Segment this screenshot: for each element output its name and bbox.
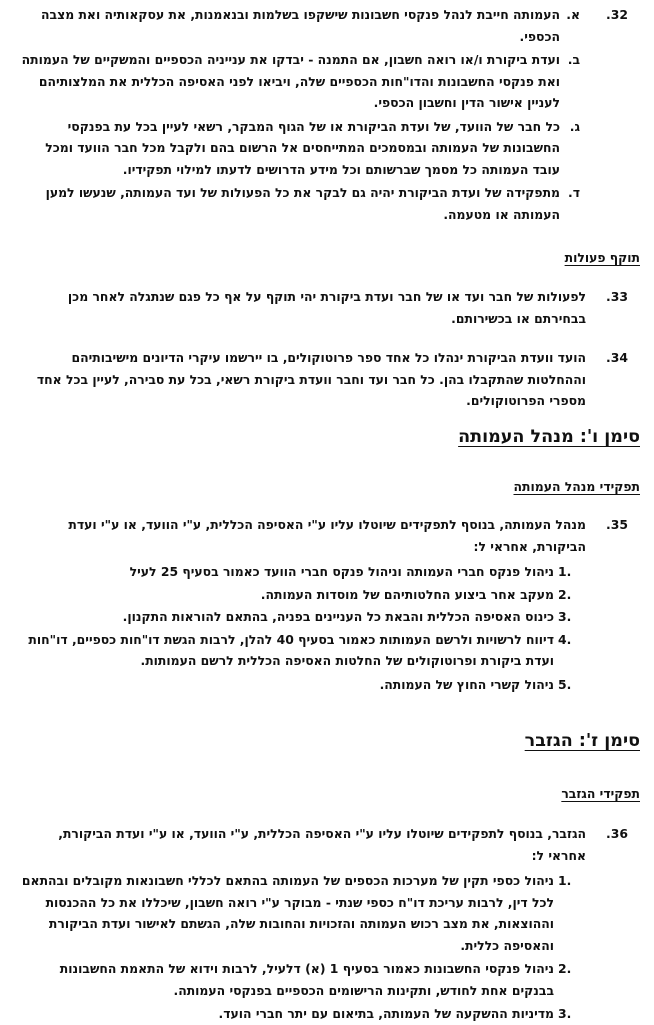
- clause-32-item-a: [18, 4, 640, 47]
- item-letter: א.: [566, 7, 580, 22]
- validity-heading: תוקף פעולות: [564, 250, 640, 265]
- clause-35: [18, 514, 640, 557]
- item-number: 3.: [558, 1006, 572, 1021]
- item-number: 4.: [558, 631, 572, 647]
- section-title: סימן ז': הגזבר: [524, 731, 640, 751]
- section-title: סימן ו': מנהל העמותה: [458, 427, 640, 447]
- clause-number: .34: [606, 350, 628, 365]
- list-item: [18, 1003, 640, 1025]
- clause-number: .35: [606, 517, 628, 532]
- item-text: העמותה חייבת לנהל פנקסי חשבונות שישקפו בשלמות ובנאמנות, את עסקאותיה ואת מצבה הכספי.: [41, 7, 560, 44]
- item-text: ניהול קשרי החוץ של העמותה.: [379, 676, 554, 692]
- section-subtitle: תפקידי מנהל העמותה: [513, 479, 640, 494]
- item-text: מתפקידה של ועדת הביקורת יהיה גם לבקר את כל הפעולות של ועד העמותה, שנעשו למען העמותה או מטעמה.: [45, 185, 560, 222]
- item-number: 2.: [558, 586, 572, 602]
- item-letter: ד.: [568, 185, 580, 200]
- item-letter: ב.: [567, 52, 580, 67]
- item-letter: ג.: [569, 118, 580, 134]
- clause-35-list: [18, 561, 640, 695]
- item-number: 1.: [558, 564, 572, 579]
- item-text: כינוס האסיפה הכללית והבאת כל העניינים בפניה, בהתאם להוראות התקנון.: [122, 609, 554, 624]
- item-number: 2.: [558, 961, 572, 976]
- clause-number: .36: [606, 826, 628, 841]
- clause-number: .33: [606, 289, 628, 304]
- clause-32-item-d: [18, 182, 640, 225]
- clause-33: [18, 286, 640, 329]
- clause-32-item-b: [18, 49, 640, 114]
- clause-text: לפעולות של חבר ועד או של חבר ועדת ביקורת יהי תוקף על אף כל פגם שנתגלה לאחר מכן בבחירתם או בכשירותם.: [67, 289, 586, 326]
- item-text: דיווח לרשויות ולרשם העמותות כאמור בסעיף 40 להלן, לרבות הגשת דו"חות כספיים, דו"חות ועדת ביקורת ופרוטוקולים של החלטות האסיפה הכללית לרשם העמותות.: [28, 631, 554, 668]
- item-text: כל חבר של הוועד, של ועדת הביקורת או של הגוף המבקר, רשאי לעיין בכל עת בפנקסי החשבונות של העמותה ובמסמכים המתייחסים אל הרשום בהם ולקבל מכל חבר הוועד ומכל עובד העמותה כל מסמך שברשותם וכל מידע הדרושים לדעתו למילוי תפקידיו.: [45, 118, 560, 177]
- item-text: מדיניות ההשקעה של העמותה, בתיאום עם יתר חברי הועד.: [218, 1006, 554, 1021]
- section-subtitle: תפקידי הגזבר: [561, 786, 640, 801]
- clause-intro: מנהל העמותה, בנוסף לתפקידים שיוטלו עליו ע"י האסיפה הכללית, ע"י הוועד, או ע"י ועדת הביקורת, אחראי ל:: [68, 517, 586, 554]
- item-number: 5.: [558, 676, 572, 692]
- clause-text: הועד וועדת הביקורת ינהלו כל אחד ספר פרוטוקולים, בו יירשמו עיקרי הדיונים מישיבותיהם וההחלטות שהתקבלו בהן. כל חבר ועד וחבר וועדת ביקורת רשאי, בכל עת סבירה, לעיין בכל אחד מספרי הפרוטוקולים.: [36, 350, 586, 408]
- clause-number: .32: [606, 7, 628, 22]
- item-text: ניהול פנקס חברי העמותה וניהול פנקס חברי הוועד כאמור בסעיף 25 לעיל: [129, 564, 554, 579]
- clause-32: [18, 4, 640, 225]
- list-item: [18, 584, 640, 606]
- item-text: ניהול פנקסי החשבונות כאמור בסעיף 1 (א) דלעיל, לרבות וידוא של התאמת החשבונות בבנקים אחת לחודש, ותקינות הרישומים הכספיים בפנקסי העמותה.: [59, 961, 554, 998]
- item-text: ניהול כספי תקין של מערכות הכספים של העמותה בהתאם לכללי חשבונאות מקובלים ובהתאם לכל דין, לרבות עריכת דו"ח כספי שנתי - מבוקר ע"י רואה חשבון, שיכללו את כל ההכנסות וההוצאות, את מצב רכוש העמותה והזכויות והחובות שלה, הגשתם לאישור ועדת הביקורת והאסיפה כללית.: [21, 873, 554, 953]
- list-item: [18, 674, 640, 696]
- list-item: [18, 870, 640, 956]
- item-text: ועדת ביקורת ו/או רואה חשבון, אם התמנה - יבדקו את ענייניה הכספיים והמשקיים של העמותה ואת פנקסי החשבונות והדו"חות הכספיים שלה, ויביאו לפני האסיפה הכללית את המלצותיהם לעניין אישור הדין וחשבון הכספי.: [21, 52, 560, 110]
- list-item: [18, 629, 640, 672]
- item-number: 1.: [558, 873, 572, 888]
- clause-36: [18, 823, 640, 866]
- clause-32-item-c: [18, 116, 640, 181]
- clause-34: [18, 347, 640, 412]
- list-item: [18, 958, 640, 1001]
- item-number: 3.: [558, 609, 572, 624]
- list-item: [18, 561, 640, 583]
- item-text: מעקב אחר ביצוע החלטותיהם של מוסדות העמותה.: [260, 586, 554, 602]
- clause-36-list: [18, 870, 640, 1025]
- list-item: [18, 606, 640, 628]
- clause-intro: הגזבר, בנוסף לתפקידים שיוטלו עליו ע"י האסיפה הכללית, ע"י הוועד, או ע"י ועדת הביקורת, אחראי ל:: [58, 826, 586, 863]
